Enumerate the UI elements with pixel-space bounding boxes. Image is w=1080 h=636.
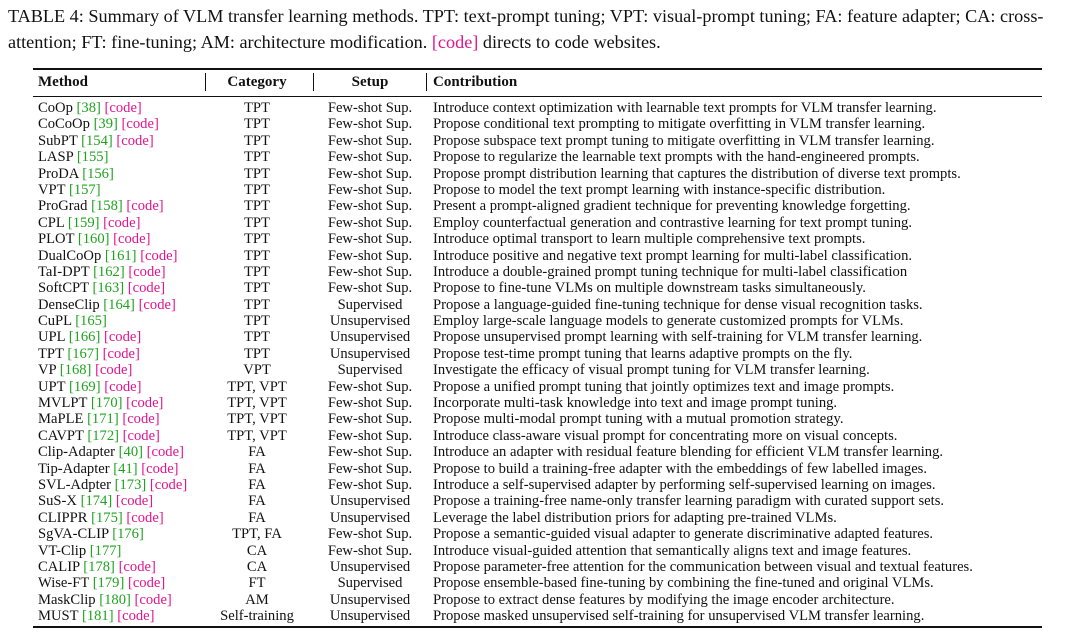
setup-cell: Few-shot Sup. [327, 460, 413, 477]
table-row [33, 166, 1042, 182]
table-row [33, 592, 1042, 608]
table-row [33, 493, 1042, 509]
code-link[interactable]: [code] [116, 132, 154, 149]
caption-text: TABLE 4: Summary of VLM transfer learning methods. TPT: text-prompt tuning; VPT: visual-prompt tuning; FA: feature adapter; CA: cross-attention; FT: fine-tuning; AM: architecture modification. [8, 6, 1044, 52]
method-cell [38, 313, 107, 329]
category-cell: TPT, VPT [227, 378, 287, 395]
method-name: MaPLE [38, 411, 84, 428]
reference-link[interactable]: [159] [67, 214, 100, 231]
method-cell [38, 477, 187, 493]
table-row [33, 444, 1042, 460]
contribution-cell: Introduce optimal transport to learn multiple comprehensive text prompts. [433, 231, 866, 248]
code-link[interactable]: [code] [127, 575, 166, 592]
header-contribution: Contribution [433, 74, 518, 90]
method-cell [38, 248, 177, 264]
method-cell [38, 608, 155, 624]
method-name: ProGrad [38, 198, 88, 215]
table-row [33, 198, 1042, 214]
table-row [33, 411, 1042, 427]
setup-cell: Supervised [337, 575, 403, 592]
table-row [33, 329, 1042, 345]
category-cell: TPT [244, 198, 270, 215]
reference-link[interactable]: [157] [68, 181, 101, 198]
reference-link[interactable]: [156] [82, 165, 114, 182]
category-cell: TPT, VPT [227, 395, 287, 412]
reference-link[interactable]: [170] [90, 395, 123, 412]
method-name: MVLPT [38, 395, 88, 412]
method-cell [38, 395, 163, 411]
reference-link[interactable]: [161] [104, 247, 137, 264]
code-link[interactable]: [code] [126, 395, 164, 412]
reference-link[interactable]: [177] [89, 542, 122, 559]
contribution-cell: Propose ensemble-based fine-tuning by combining the fine-tuned and original VLMs. [433, 575, 934, 592]
method-cell [38, 231, 150, 247]
table-row [33, 116, 1042, 132]
method-name: SuS-X [38, 493, 77, 510]
contribution-cell: Incorporate multi-task knowledge into text and image prompt tuning. [433, 395, 838, 412]
code-link[interactable]: [code] [134, 591, 172, 608]
setup-cell: Few-shot Sup. [327, 476, 413, 493]
reference-link[interactable]: [165] [75, 313, 107, 330]
code-link[interactable]: [code] [138, 296, 176, 313]
method-name: TaI-DPT [38, 263, 90, 280]
category-cell: TPT [244, 280, 270, 297]
reference-link[interactable]: [174] [80, 493, 113, 510]
reference-link[interactable]: [181] [81, 608, 114, 625]
reference-link[interactable]: [162] [93, 263, 125, 280]
method-cell [38, 526, 144, 542]
category-cell: TPT [244, 345, 270, 362]
category-cell: TPT [244, 132, 270, 149]
contribution-cell: Propose a semantic-guided visual adapter to generate discriminative adapted features. [433, 526, 934, 543]
category-cell: TPT [244, 247, 270, 264]
reference-link[interactable]: [166] [68, 329, 101, 346]
method-cell [38, 215, 140, 231]
method-cell [38, 493, 153, 509]
code-link[interactable]: [code] [127, 280, 166, 297]
table-row [33, 231, 1042, 247]
contribution-cell: Propose a language-guided fine-tuning technique for dense visual recognition tasks. [433, 296, 923, 313]
contribution-cell: Propose a training-free name-only transfer learning paradigm with curated support sets. [433, 493, 945, 510]
contribution-cell: Propose subspace text prompt tuning to mitigate overfitting in VLM transfer learning. [433, 132, 935, 149]
setup-cell: Few-shot Sup. [327, 247, 413, 264]
method-cell [38, 575, 165, 591]
category-cell: TPT [244, 165, 270, 182]
table-row [33, 428, 1042, 444]
header-rule [33, 96, 1042, 97]
category-cell: TPT, VPT [227, 427, 287, 444]
method-cell [38, 346, 140, 362]
setup-cell: Few-shot Sup. [327, 165, 413, 182]
category-cell: TPT [244, 263, 270, 280]
method-cell [38, 428, 160, 444]
category-cell: FA [248, 476, 266, 493]
setup-cell: Few-shot Sup. [327, 132, 413, 149]
code-link[interactable]: [code] [121, 116, 159, 133]
method-name: UPT [38, 378, 66, 395]
header-method: Method [38, 74, 88, 90]
reference-link[interactable]: [169] [68, 378, 101, 395]
table-caption [8, 4, 1072, 55]
table-row [33, 280, 1042, 296]
setup-cell: Few-shot Sup. [327, 263, 413, 280]
contribution-cell: Propose to build a training-free adapter with the embeddings of few labelled images. [433, 460, 928, 477]
contribution-cell: Introduce visual-guided attention that semantically aligns text and image features. [433, 542, 912, 559]
code-link[interactable]: [code] [140, 247, 178, 264]
method-cell [38, 149, 108, 165]
reference-link[interactable]: [173] [114, 476, 147, 493]
method-name: CoCoOp [38, 116, 90, 133]
caption-code-link[interactable]: [code] [431, 31, 479, 52]
table-row [33, 461, 1042, 477]
method-name: MUST [38, 608, 79, 625]
method-cell [38, 100, 142, 116]
contribution-cell: Introduce a self-supervised adapter by performing self-supervised learning on images. [433, 476, 936, 493]
reference-link[interactable]: [178] [83, 558, 115, 575]
contribution-cell: Introduce context optimization with learnable text prompts for VLM transfer learning. [433, 100, 937, 116]
setup-cell: Few-shot Sup. [327, 411, 413, 428]
setup-cell: Unsupervised [329, 345, 411, 362]
contribution-cell: Propose parameter-free attention for the communication between visual and textual features. [433, 558, 973, 575]
method-name: VP [38, 362, 57, 379]
method-cell [38, 182, 101, 198]
setup-cell: Few-shot Sup. [327, 231, 413, 248]
code-link[interactable]: [code] [103, 329, 142, 346]
category-cell: FA [248, 460, 266, 477]
category-cell: TPT [244, 329, 270, 346]
code-link[interactable]: [code] [146, 444, 184, 461]
method-cell [38, 362, 132, 378]
contribution-cell: Propose to extract dense features by modifying the image encoder architecture. [433, 591, 895, 608]
table-row [33, 248, 1042, 264]
method-name: TPT [38, 345, 64, 362]
method-cell [38, 329, 141, 345]
bottom-rule [33, 626, 1042, 628]
method-cell [38, 297, 176, 313]
reference-link[interactable]: [180] [99, 591, 131, 608]
code-link[interactable]: [code] [115, 493, 154, 510]
method-cell [38, 379, 142, 395]
header-divider [313, 73, 314, 91]
method-name: CLIPPR [38, 509, 88, 526]
category-cell: FT [248, 575, 266, 592]
method-name: ProDA [38, 165, 79, 182]
code-link[interactable]: [code] [104, 100, 142, 116]
method-name: DualCoOp [38, 247, 102, 264]
category-cell: TPT [244, 231, 270, 248]
method-name: SoftCPT [38, 280, 89, 297]
code-link[interactable]: [code] [95, 362, 133, 379]
table-row [33, 395, 1042, 411]
contribution-cell: Investigate the efficacy of visual prompt tuning for VLM transfer learning. [433, 362, 870, 379]
reference-link[interactable]: [155] [76, 149, 109, 166]
method-name: CuPL [38, 313, 72, 330]
method-name: CPL [38, 214, 65, 231]
category-cell: TPT [244, 116, 270, 133]
contribution-cell: Introduce class-aware visual prompt for concentrating more on visual concepts. [433, 427, 898, 444]
header-category: Category [227, 74, 287, 90]
contribution-cell: Introduce an adapter with residual feature blending for efficient VLM transfer learning. [433, 444, 944, 461]
setup-cell: Unsupervised [329, 509, 411, 526]
reference-link[interactable]: [163] [92, 280, 125, 297]
category-cell: TPT [244, 214, 270, 231]
reference-link[interactable]: [40] [118, 444, 143, 461]
setup-cell: Unsupervised [329, 329, 411, 346]
reference-link[interactable]: [175] [91, 509, 123, 526]
method-cell [38, 198, 164, 214]
setup-cell: Supervised [337, 362, 403, 379]
table-row [33, 264, 1042, 280]
contribution-cell: Introduce a double-grained prompt tuning technique for multi-label classification [433, 263, 908, 280]
setup-cell: Few-shot Sup. [327, 214, 413, 231]
method-cell [38, 592, 172, 608]
contribution-cell: Employ large-scale language models to generate customized prompts for VLMs. [433, 313, 904, 330]
setup-cell: Few-shot Sup. [327, 149, 413, 166]
setup-cell: Unsupervised [329, 591, 411, 608]
contribution-cell: Employ counterfactual generation and contrastive learning for text prompt tuning. [433, 214, 913, 231]
setup-cell: Few-shot Sup. [327, 181, 413, 198]
table-row [33, 297, 1042, 313]
contribution-cell: Propose multi-modal prompt tuning with a mutual promotion strategy. [433, 411, 844, 428]
category-cell: FA [248, 444, 266, 461]
contribution-cell: Propose to fine-tune VLMs on multiple downstream tasks simultaneously. [433, 280, 866, 297]
category-cell: FA [248, 493, 266, 510]
reference-link[interactable]: [160] [77, 231, 110, 248]
method-name: DenseClip [38, 296, 100, 313]
table-row [33, 149, 1042, 165]
reference-link[interactable]: [164] [103, 296, 135, 313]
method-name: SubPT [38, 132, 78, 149]
table-row [33, 133, 1042, 149]
category-cell: CA [246, 542, 268, 559]
category-cell: AM [245, 591, 269, 608]
category-cell: Self-training [220, 608, 294, 625]
reference-link[interactable]: [168] [59, 362, 92, 379]
category-cell: TPT [244, 313, 270, 330]
table-row [33, 477, 1042, 493]
contribution-cell: Propose a unified prompt tuning that jointly optimizes text and image prompts. [433, 378, 895, 395]
code-link[interactable]: [code] [126, 509, 164, 526]
code-link[interactable]: [code] [104, 378, 142, 395]
contribution-cell: Leverage the label distribution priors for adapting pre-trained VLMs. [433, 509, 837, 526]
table-row [33, 543, 1042, 559]
method-name: Wise-FT [38, 575, 90, 592]
caption-suffix: directs to code websites. [482, 31, 661, 52]
table-row [33, 362, 1042, 378]
setup-cell: Supervised [337, 296, 403, 313]
header-setup: Setup [351, 74, 389, 90]
method-cell [38, 280, 165, 296]
setup-cell: Few-shot Sup. [327, 444, 413, 461]
method-name: UPL [38, 329, 66, 346]
category-cell: TPT [244, 181, 270, 198]
reference-link[interactable]: [39] [93, 116, 118, 133]
method-cell [38, 166, 114, 182]
reference-link[interactable]: [171] [87, 411, 119, 428]
reference-link[interactable]: [179] [92, 575, 125, 592]
method-name: SVL-Adpter [38, 476, 111, 493]
table-body [33, 100, 1042, 625]
method-cell [38, 444, 184, 460]
method-name: PLOT [38, 231, 75, 248]
setup-cell: Few-shot Sup. [327, 100, 413, 116]
reference-link[interactable]: [176] [112, 526, 144, 543]
setup-cell: Unsupervised [329, 608, 411, 625]
method-name: CAVPT [38, 427, 84, 444]
contribution-cell: Propose to model the text prompt learning with instance-specific distribution. [433, 181, 886, 198]
method-name: SgVA-CLIP [38, 526, 109, 543]
reference-link[interactable]: [172] [87, 427, 119, 444]
method-cell [38, 543, 121, 559]
category-cell: VPT [243, 362, 271, 379]
reference-link[interactable]: [38] [76, 100, 101, 116]
table-row [33, 182, 1042, 198]
code-link[interactable]: [code] [141, 460, 179, 477]
contribution-cell: Propose test-time prompt tuning that learns adaptive prompts on the fly. [433, 345, 853, 362]
reference-link[interactable]: [158] [91, 198, 123, 215]
table-row [33, 100, 1042, 116]
code-link[interactable]: [code] [102, 345, 140, 362]
contribution-cell: Present a prompt-aligned gradient technique for preventing knowledge forgetting. [433, 198, 911, 215]
setup-cell: Unsupervised [329, 313, 411, 330]
code-link[interactable]: [code] [118, 558, 156, 575]
table-row [33, 559, 1042, 575]
code-link[interactable]: [code] [149, 476, 188, 493]
code-link[interactable]: [code] [103, 214, 141, 231]
code-link[interactable]: [code] [126, 198, 164, 215]
setup-cell: Few-shot Sup. [327, 280, 413, 297]
method-cell [38, 264, 166, 280]
method-name: LASP [38, 149, 74, 166]
setup-cell: Few-shot Sup. [327, 542, 413, 559]
method-name: Tip-Adapter [38, 460, 110, 477]
reference-link[interactable]: [154] [81, 132, 113, 149]
table-row [33, 215, 1042, 231]
code-link[interactable]: [code] [122, 427, 160, 444]
code-link[interactable]: [code] [113, 231, 151, 248]
table-row [33, 379, 1042, 395]
method-name: CoOp [38, 100, 73, 116]
code-link[interactable]: [code] [122, 411, 160, 428]
category-cell: TPT, VPT [227, 411, 287, 428]
setup-cell: Few-shot Sup. [327, 526, 413, 543]
category-cell: FA [248, 509, 266, 526]
code-link[interactable]: [code] [117, 608, 155, 625]
setup-cell: Few-shot Sup. [327, 378, 413, 395]
method-cell [38, 510, 164, 526]
category-cell: TPT [244, 149, 270, 166]
setup-cell: Few-shot Sup. [327, 427, 413, 444]
table-row [33, 575, 1042, 591]
category-cell: TPT [244, 296, 270, 313]
category-cell: TPT [244, 100, 270, 116]
method-name: VT-Clip [38, 542, 87, 559]
contribution-cell: Propose masked unsupervised self-training for unsupervised VLM transfer learning. [433, 608, 925, 625]
method-cell [38, 133, 154, 149]
table-row [33, 510, 1042, 526]
contribution-cell: Introduce positive and negative text prompt learning for multi-label classification. [433, 247, 913, 264]
reference-link[interactable]: [41] [113, 460, 138, 477]
contribution-cell: Propose unsupervised prompt learning with self-training for VLM transfer learning. [433, 329, 923, 346]
contribution-cell: Propose conditional text prompting to mitigate overfitting in VLM transfer learning. [433, 116, 926, 133]
method-cell [38, 559, 156, 575]
contribution-cell: Propose prompt distribution learning that captures the distribution of diverse text prompts. [433, 165, 961, 182]
setup-cell: Few-shot Sup. [327, 395, 413, 412]
method-name: Clip-Adapter [38, 444, 116, 461]
setup-cell: Unsupervised [329, 493, 411, 510]
reference-link[interactable]: [167] [67, 345, 99, 362]
method-name: MaskClip [38, 591, 96, 608]
method-cell [38, 461, 179, 477]
setup-cell: Few-shot Sup. [327, 116, 413, 133]
category-cell: TPT, FA [232, 526, 282, 543]
contribution-cell: Propose to regularize the learnable text prompts with the hand-engineered prompts. [433, 149, 920, 166]
method-cell [38, 411, 160, 427]
table-row [33, 526, 1042, 542]
method-cell [38, 116, 159, 132]
table-row [33, 313, 1042, 329]
code-link[interactable]: [code] [128, 263, 166, 280]
method-name: VPT [38, 181, 66, 198]
table-row [33, 608, 1042, 624]
table-row [33, 346, 1042, 362]
category-cell: CA [246, 558, 268, 575]
header-divider [426, 73, 427, 91]
setup-cell: Unsupervised [329, 558, 411, 575]
setup-cell: Few-shot Sup. [327, 198, 413, 215]
method-name: CALIP [38, 558, 80, 575]
top-rule [33, 68, 1042, 70]
